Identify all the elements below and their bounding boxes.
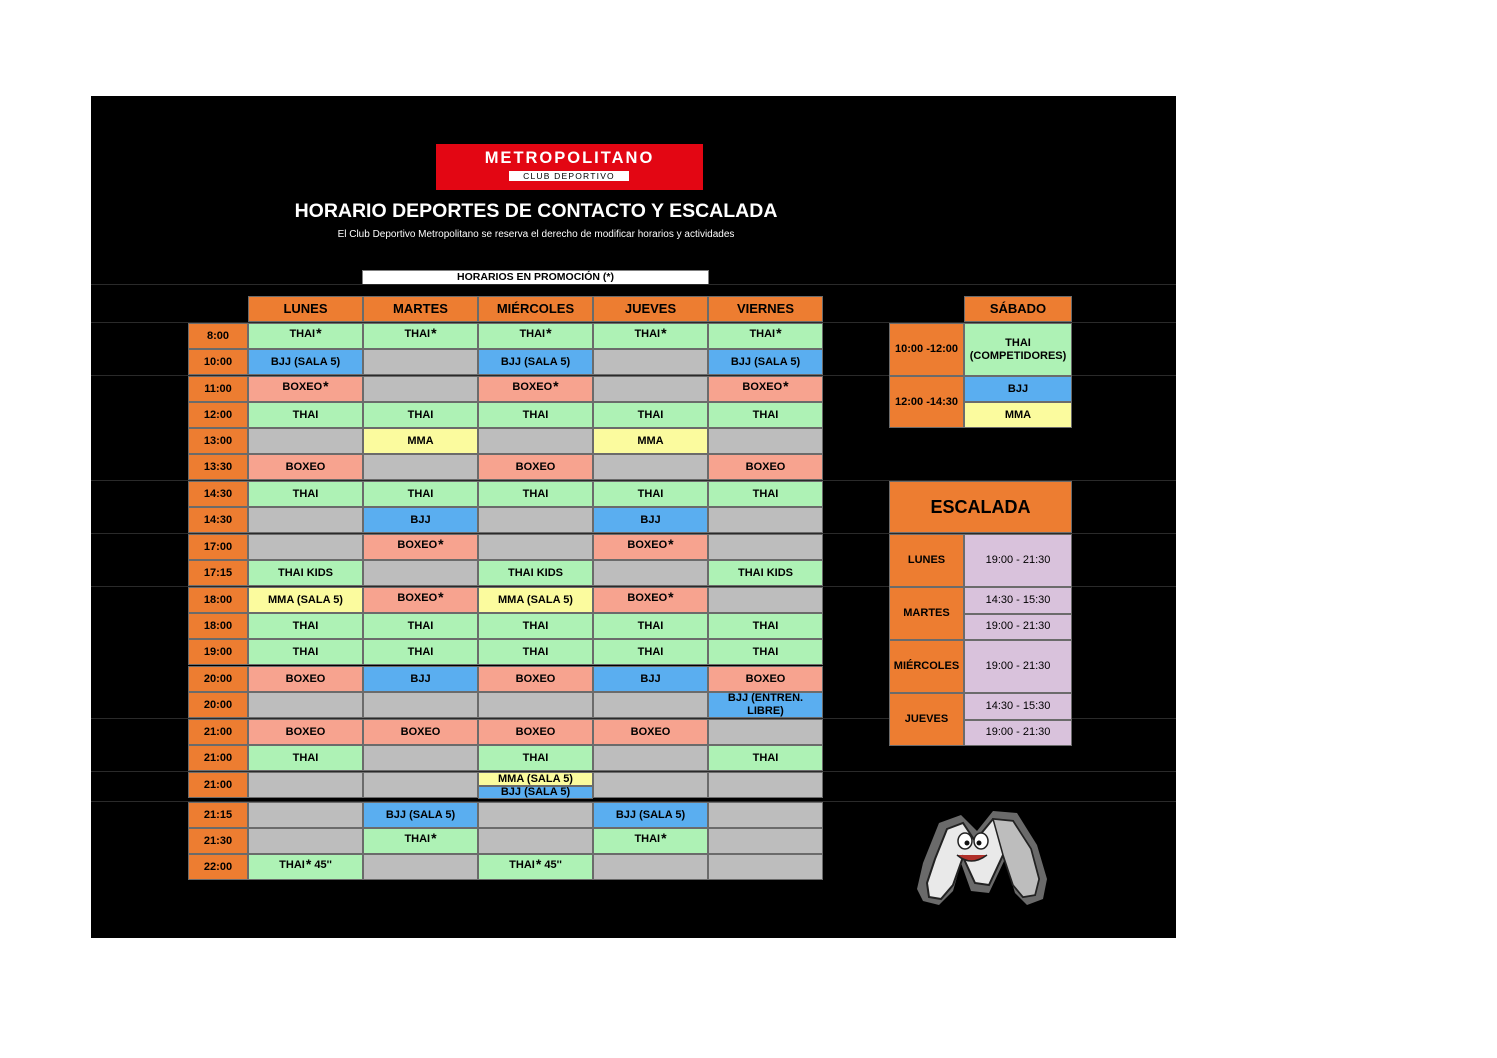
time-slot: 8:00 xyxy=(188,323,248,349)
class-cell xyxy=(478,349,593,375)
class-label: MMA xyxy=(637,434,664,447)
class-label: THAI xyxy=(404,832,431,845)
time-slot: 21:00 xyxy=(188,772,248,798)
class-label: THAI xyxy=(522,408,549,421)
class-cell xyxy=(593,719,708,745)
class-label: THAI xyxy=(407,645,434,658)
class-cell xyxy=(248,613,363,639)
class-label: BOXEO xyxy=(512,380,553,393)
class-cell xyxy=(248,454,363,480)
class-label: THAI xyxy=(752,487,779,500)
escalada-time: 14:30 - 15:30 xyxy=(964,693,1072,720)
saturday-class-cell xyxy=(964,323,1072,376)
empty-cell xyxy=(248,507,363,533)
promo-star: * xyxy=(661,829,667,846)
class-label: BJJ (SALA 5) xyxy=(385,808,456,821)
class-label: THAI xyxy=(522,619,549,632)
promo-star: * xyxy=(438,588,444,605)
class-cell xyxy=(478,854,593,880)
empty-cell xyxy=(363,349,478,375)
class-label: MMA (SALA 5) xyxy=(268,593,343,606)
weekday-header: MIÉRCOLES xyxy=(478,296,593,322)
class-cell xyxy=(478,323,593,349)
class-label: BJJ (ENTREN. LIBRE) xyxy=(727,692,804,717)
class-cell xyxy=(363,534,478,560)
empty-cell xyxy=(248,802,363,828)
empty-cell xyxy=(708,828,823,854)
class-cell xyxy=(478,481,593,507)
page-subtitle: El Club Deportivo Metropolitano se reserva el derecho de modificar horarios y actividades xyxy=(337,229,735,240)
class-cell xyxy=(478,402,593,428)
class-label: BJJ xyxy=(410,672,431,685)
empty-cell xyxy=(708,507,823,533)
class-label: THAI xyxy=(279,858,305,871)
class-label: BJJ xyxy=(410,513,431,526)
class-cell xyxy=(363,587,478,613)
empty-cell xyxy=(593,854,708,880)
time-slot: 11:00 xyxy=(188,376,248,402)
class-label: THAI xyxy=(637,645,664,658)
promo-star: * xyxy=(668,535,674,552)
empty-cell xyxy=(593,349,708,375)
saturday-time-slot: 12:00 -14:30 xyxy=(889,376,964,428)
time-slot: 12:00 xyxy=(188,402,248,428)
promo-star: * xyxy=(546,324,552,341)
time-slot: 18:00 xyxy=(188,613,248,639)
class-cell xyxy=(478,639,593,665)
class-label: THAI xyxy=(522,751,549,764)
empty-cell xyxy=(593,376,708,402)
class-label: BOXEO xyxy=(282,380,323,393)
class-label: THAI (COMPETIDORES) xyxy=(969,336,1067,362)
promo-star: * xyxy=(316,324,322,341)
class-cell xyxy=(248,587,363,613)
empty-cell xyxy=(248,828,363,854)
weekday-header: VIERNES xyxy=(708,296,823,322)
class-label: THAI xyxy=(292,645,319,658)
class-cell xyxy=(593,666,708,692)
class-label: BOXEO xyxy=(400,725,441,738)
class-cell xyxy=(248,639,363,665)
escalada-time: 14:30 - 15:30 xyxy=(964,587,1072,614)
empty-cell xyxy=(593,560,708,586)
class-label: BOXEO xyxy=(627,591,668,604)
class-cell xyxy=(708,481,823,507)
class-label: THAI xyxy=(407,487,434,500)
class-cell xyxy=(593,828,708,854)
escalada-day: MIÉRCOLES xyxy=(889,640,964,693)
class-label: BOXEO xyxy=(515,725,556,738)
time-slot: 19:00 xyxy=(188,639,248,665)
class-cell xyxy=(363,481,478,507)
class-cell xyxy=(248,402,363,428)
empty-cell xyxy=(708,428,823,454)
empty-cell xyxy=(363,745,478,771)
empty-cell xyxy=(363,454,478,480)
promo-star: * xyxy=(535,855,542,872)
class-label: THAI xyxy=(407,408,434,421)
class-cell xyxy=(363,402,478,428)
time-slot: 20:00 xyxy=(188,666,248,692)
class-cell xyxy=(708,349,823,375)
logo-main-text: METROPOLITANO xyxy=(484,149,655,167)
class-label: BJJ (SALA 5) xyxy=(730,355,801,368)
class-cell xyxy=(363,719,478,745)
class-cell xyxy=(248,349,363,375)
class-label: BOXEO xyxy=(397,591,438,604)
class-cell xyxy=(708,745,823,771)
class-label: BOXEO xyxy=(745,460,786,473)
promo-star: * xyxy=(783,377,789,394)
class-label: THAI xyxy=(289,327,316,340)
time-slot: 10:00 xyxy=(188,349,248,375)
class-label: THAI xyxy=(292,487,319,500)
time-slot: 21:00 xyxy=(188,745,248,771)
class-cell xyxy=(708,692,823,718)
class-cell xyxy=(478,454,593,480)
empty-cell xyxy=(478,828,593,854)
empty-cell xyxy=(708,719,823,745)
class-label: BJJ xyxy=(640,513,661,526)
time-slot: 13:00 xyxy=(188,428,248,454)
class-duration: 45'' xyxy=(311,858,332,871)
class-label: BJJ (SALA 5) xyxy=(500,786,571,799)
escalada-time: 19:00 - 21:30 xyxy=(964,720,1072,747)
class-label: THAI xyxy=(519,327,546,340)
class-label: THAI xyxy=(522,487,549,500)
class-cell xyxy=(248,481,363,507)
class-label: BOXEO xyxy=(745,672,786,685)
class-cell xyxy=(363,323,478,349)
class-cell xyxy=(593,507,708,533)
class-label: THAI KIDS xyxy=(738,566,793,579)
promo-star: * xyxy=(438,535,444,552)
class-cell xyxy=(248,376,363,402)
class-label: MMA xyxy=(407,434,434,447)
empty-cell xyxy=(708,772,823,798)
empty-cell xyxy=(363,772,478,798)
class-cell xyxy=(363,802,478,828)
class-label: THAI xyxy=(637,619,664,632)
empty-cell xyxy=(708,587,823,613)
class-label: THAI xyxy=(292,751,319,764)
weekday-header: MARTES xyxy=(363,296,478,322)
escalada-time: 19:00 - 21:30 xyxy=(964,640,1072,693)
empty-cell xyxy=(478,692,593,718)
class-duration: 45'' xyxy=(541,858,562,871)
class-cell xyxy=(593,802,708,828)
class-label: BOXEO xyxy=(285,460,326,473)
class-label: THAI xyxy=(522,645,549,658)
class-label: THAI xyxy=(752,619,779,632)
promo-star: * xyxy=(431,829,437,846)
class-label: MMA (SALA 5) xyxy=(498,593,573,606)
class-label: THAI xyxy=(637,487,664,500)
class-label: BJJ (SALA 5) xyxy=(500,355,571,368)
empty-cell xyxy=(593,454,708,480)
saturday-time-slot: 10:00 -12:00 xyxy=(889,323,964,376)
class-cell xyxy=(708,613,823,639)
class-cell xyxy=(593,402,708,428)
empty-cell xyxy=(248,772,363,798)
class-cell xyxy=(708,560,823,586)
class-label: THAI xyxy=(292,619,319,632)
class-cell xyxy=(708,454,823,480)
time-slot: 21:00 xyxy=(188,719,248,745)
class-label: THAI xyxy=(634,327,661,340)
class-label: BOXEO xyxy=(515,672,556,685)
class-cell xyxy=(708,402,823,428)
class-cell xyxy=(478,613,593,639)
empty-cell xyxy=(478,507,593,533)
empty-cell xyxy=(708,854,823,880)
class-cell xyxy=(478,772,593,786)
class-cell xyxy=(478,745,593,771)
promo-star: * xyxy=(776,324,782,341)
class-label: BOXEO xyxy=(515,460,556,473)
class-label: THAI xyxy=(752,645,779,658)
class-cell xyxy=(593,534,708,560)
time-slot: 20:00 xyxy=(188,692,248,718)
class-cell xyxy=(593,428,708,454)
class-cell xyxy=(248,323,363,349)
empty-cell xyxy=(708,802,823,828)
logo-sub-text: CLUB DEPORTIVO xyxy=(509,171,629,181)
class-cell xyxy=(593,323,708,349)
time-slot: 21:30 xyxy=(188,828,248,854)
empty-cell xyxy=(248,534,363,560)
class-cell xyxy=(248,560,363,586)
time-slot: 18:00 xyxy=(188,587,248,613)
class-cell xyxy=(363,828,478,854)
empty-cell xyxy=(363,560,478,586)
class-cell xyxy=(593,613,708,639)
class-cell xyxy=(478,560,593,586)
class-cell xyxy=(363,507,478,533)
promo-star: * xyxy=(305,855,312,872)
weekday-header: LUNES xyxy=(248,296,363,322)
class-cell xyxy=(478,786,593,799)
class-label: THAI xyxy=(292,408,319,421)
class-cell xyxy=(363,666,478,692)
promo-star: * xyxy=(668,588,674,605)
empty-cell xyxy=(593,692,708,718)
class-cell xyxy=(708,639,823,665)
class-label: BOXEO xyxy=(742,380,783,393)
class-label: BOXEO xyxy=(630,725,671,738)
class-cell xyxy=(593,587,708,613)
class-label: THAI xyxy=(509,858,535,871)
class-label: BJJ (SALA 5) xyxy=(270,355,341,368)
class-label: BOXEO xyxy=(285,725,326,738)
metropolitano-logo xyxy=(436,144,703,190)
class-cell xyxy=(363,613,478,639)
class-cell xyxy=(478,376,593,402)
empty-cell xyxy=(708,534,823,560)
empty-cell xyxy=(248,692,363,718)
class-cell xyxy=(248,666,363,692)
empty-cell xyxy=(593,772,708,798)
escalada-day: MARTES xyxy=(889,587,964,640)
row-separator xyxy=(91,284,1176,285)
escalada-time: 19:00 - 21:30 xyxy=(964,534,1072,587)
promo-banner: HORARIOS EN PROMOCIÓN (*) xyxy=(362,270,709,285)
class-label: BJJ xyxy=(1007,382,1029,395)
time-slot: 17:00 xyxy=(188,534,248,560)
class-cell xyxy=(478,587,593,613)
class-label: THAI KIDS xyxy=(278,566,333,579)
empty-cell xyxy=(363,854,478,880)
class-cell xyxy=(708,323,823,349)
class-label: MMA xyxy=(1004,408,1032,421)
class-cell xyxy=(593,639,708,665)
promo-star: * xyxy=(323,377,329,394)
time-slot: 14:30 xyxy=(188,507,248,533)
time-slot: 22:00 xyxy=(188,854,248,880)
empty-cell xyxy=(478,802,593,828)
empty-cell xyxy=(363,376,478,402)
class-cell xyxy=(593,481,708,507)
schedule-sheet xyxy=(91,96,1176,938)
class-cell xyxy=(248,854,363,880)
class-label: THAI xyxy=(404,327,431,340)
class-cell xyxy=(248,745,363,771)
class-cell xyxy=(478,719,593,745)
empty-cell xyxy=(478,534,593,560)
class-label: THAI xyxy=(752,408,779,421)
time-slot: 14:30 xyxy=(188,481,248,507)
promo-star: * xyxy=(553,377,559,394)
time-slot: 21:15 xyxy=(188,802,248,828)
escalada-time: 19:00 - 21:30 xyxy=(964,614,1072,641)
class-cell xyxy=(363,639,478,665)
class-label: BJJ xyxy=(640,672,661,685)
m-mascot-icon xyxy=(909,801,1059,911)
time-slot: 17:15 xyxy=(188,560,248,586)
class-label: BJJ (SALA 5) xyxy=(615,808,686,821)
escalada-day: LUNES xyxy=(889,534,964,587)
class-label: THAI xyxy=(749,327,776,340)
class-cell xyxy=(708,666,823,692)
class-label: BOXEO xyxy=(627,538,668,551)
empty-cell xyxy=(248,428,363,454)
empty-cell xyxy=(593,745,708,771)
class-label: THAI xyxy=(634,832,661,845)
class-cell xyxy=(363,428,478,454)
saturday-class-cell xyxy=(964,402,1072,428)
class-label: BOXEO xyxy=(397,538,438,551)
class-label: BOXEO xyxy=(285,672,326,685)
time-slot: 13:30 xyxy=(188,454,248,480)
weekday-header: JUEVES xyxy=(593,296,708,322)
saturday-class-cell xyxy=(964,376,1072,402)
promo-star: * xyxy=(431,324,437,341)
promo-star: * xyxy=(661,324,667,341)
escalada-title: ESCALADA xyxy=(889,481,1072,533)
class-cell xyxy=(478,666,593,692)
empty-cell xyxy=(478,428,593,454)
escalada-day: JUEVES xyxy=(889,693,964,746)
page-title: HORARIO DEPORTES DE CONTACTO Y ESCALADA xyxy=(294,200,778,222)
class-label: THAI xyxy=(637,408,664,421)
class-cell xyxy=(708,376,823,402)
class-label: MMA (SALA 5) xyxy=(498,772,573,785)
saturday-header: SÁBADO xyxy=(964,296,1072,322)
empty-cell xyxy=(363,692,478,718)
class-label: THAI xyxy=(752,751,779,764)
class-cell xyxy=(248,719,363,745)
class-label: THAI xyxy=(407,619,434,632)
class-label: THAI KIDS xyxy=(508,566,563,579)
